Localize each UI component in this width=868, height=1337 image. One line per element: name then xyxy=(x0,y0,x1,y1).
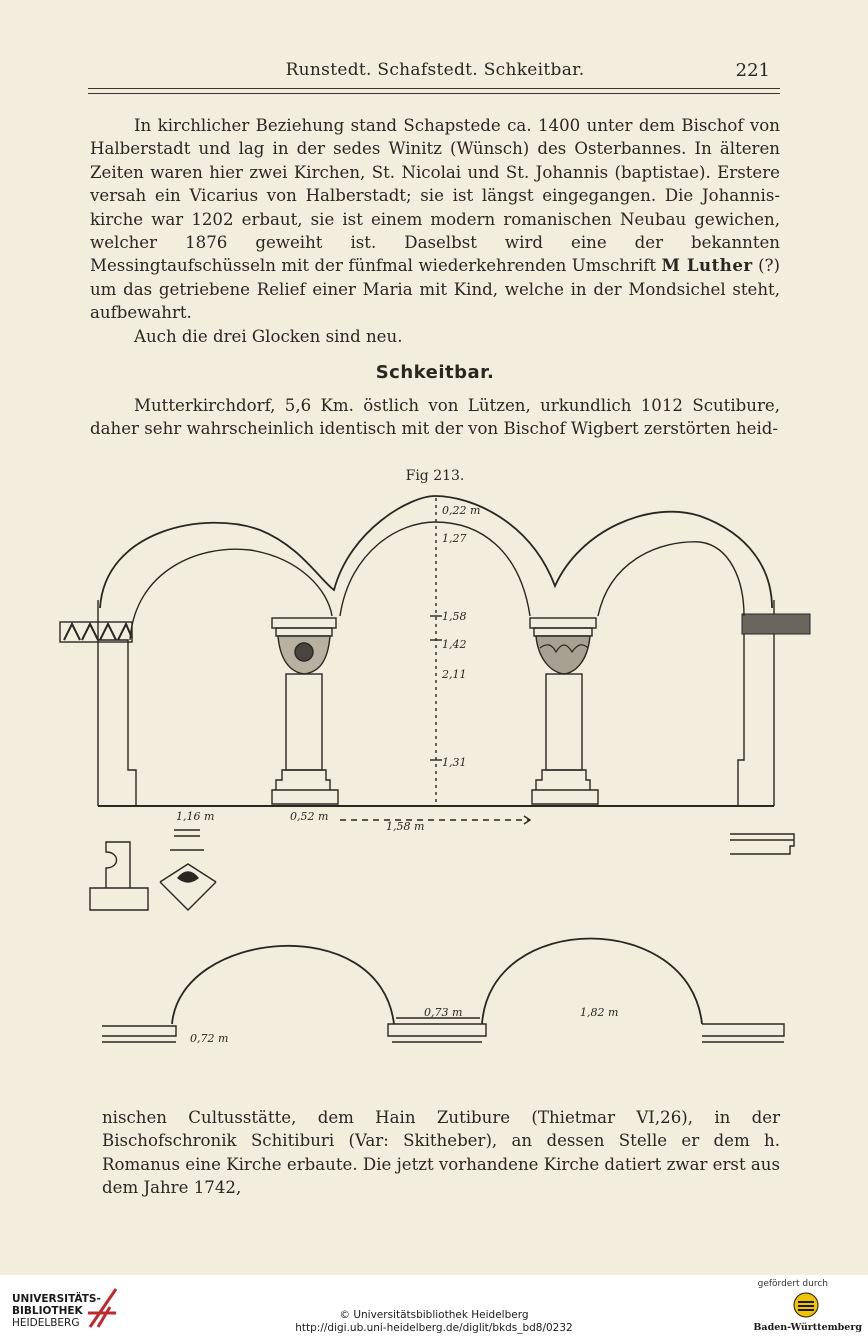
library-name-line2: BIBLIOTHEK xyxy=(12,1305,83,1317)
right-column-shaft xyxy=(546,674,582,770)
library-name-line3: HEIDELBERG xyxy=(12,1317,80,1329)
architectural-figure xyxy=(50,490,820,1090)
dim-base-height: 1,31 xyxy=(442,756,467,769)
right-column-impost xyxy=(534,628,592,636)
sponsor-label: gefördert durch xyxy=(757,1279,828,1289)
sponsor-name: Baden-Württemberg xyxy=(753,1322,862,1333)
copyright-text: © Universitätsbibliothek Heidelberg xyxy=(339,1309,529,1321)
dim-plan-span: 1,82 m xyxy=(580,1006,619,1019)
paragraph-1-text: In kirchlicher Beziehung stand Schapstede ca. 1400 unter dem Bischof von Halberstadt und lag in der sedes Winitz (Wünsch) des Osterbannes. In älteren Zeiten waren hier zwei Kirchen, St. Nicolai und St. Johannis (baptistae). Erstere versah ein Vicarius von Halberstadt; sie ist längst eingegangen. Die Johannis-kirche war 1202 erbaut, sie ist einem modern romanischen Neubau gewichen, welcher 1876 geweiht ist. Daselbst wird eine der bekannten Messingtaufschüsseln mit der fünfmal wiederkehrenden Umschrift xyxy=(90,116,780,276)
copyright-block xyxy=(0,1309,868,1335)
fraktur-inscription: M Luther xyxy=(661,255,753,276)
page-number: 221 xyxy=(735,60,770,81)
text-block-lower xyxy=(102,1106,780,1200)
plan-impost-right xyxy=(702,1024,784,1042)
plan-impost-left xyxy=(102,1026,176,1042)
figure-caption: Fig 213. xyxy=(405,468,465,484)
right-arch-inner xyxy=(598,542,744,616)
dim-center-top: 0,22 m xyxy=(442,504,481,517)
text-block-upper xyxy=(90,114,780,348)
dim-center-arch: 1,27 xyxy=(442,532,467,545)
left-column-impost xyxy=(276,628,332,636)
dim-plan-side: 0,72 m xyxy=(190,1032,229,1045)
plan-impost-center xyxy=(388,1024,486,1042)
left-base-moulding xyxy=(90,842,148,910)
paragraph-3: Mutterkirchdorf, 5,6 Km. östlich von Lützen, urkundlich 1012 Scutibure, daher sehr wahrscheinlich identisch mit der von Bischof Wigbert zerstörten heid- xyxy=(90,396,780,439)
paragraph-1 xyxy=(90,114,780,325)
right-column-base xyxy=(532,770,598,804)
section-heading: Schkeitbar. xyxy=(375,362,495,383)
paragraph-4: nischen Cultusstätte, dem Hain Zutibure (Thietmar VI,26), in der Bischofschronik Schitiburi (Var: Skitheber), an dessen Stelle er dem h. Romanus eine Kirche erbaute. Die jetzt vorhandene Kirche datiert zwar erst aus dem Jahre 1742, xyxy=(102,1108,780,1198)
paragraph-2: Auch die drei Glocken sind neu. xyxy=(134,326,403,346)
left-capital-mask xyxy=(295,643,313,661)
plan-arch-left xyxy=(172,946,394,1024)
left-column-shaft xyxy=(286,674,322,770)
running-title: Runstedt. Schafstedt. Schkeitbar. xyxy=(285,60,585,80)
right-column-capital xyxy=(536,636,590,674)
arcade-drawing xyxy=(50,490,820,1090)
right-column-abacus xyxy=(530,618,596,628)
left-column-abacus xyxy=(272,618,336,628)
text-block-middle xyxy=(90,394,780,441)
dim-left-span: 1,16 m xyxy=(176,810,215,823)
dim-shaft-low: 2,11 xyxy=(442,668,467,681)
center-arch-inner xyxy=(340,522,530,616)
dim-shaft-mid: 1,42 xyxy=(442,638,467,651)
leaf-detail xyxy=(178,872,198,882)
dim-shaft-upper: 1,58 xyxy=(442,610,467,623)
dim-plan-pier: 0,73 m xyxy=(424,1006,463,1019)
capital-profile xyxy=(160,864,216,910)
dim-column-width: 0,52 m xyxy=(290,810,329,823)
left-column-base xyxy=(272,770,338,804)
left-arch-inner xyxy=(130,549,332,640)
header-rule xyxy=(88,88,780,94)
source-url[interactable]: http://digi.ub.uni-heidelberg.de/diglit/bkds_bd8/0232 xyxy=(295,1322,573,1334)
paragraph-1-tail: (?) um das getriebene Relief einer Maria mit Kind, welche in der Mondsichel steht, aufbewahrt. xyxy=(90,256,780,323)
dim-bay-width: 1,58 m xyxy=(386,820,425,833)
right-cornice-moulding xyxy=(730,834,794,854)
coat-of-arms-icon xyxy=(792,1291,820,1319)
digitization-footer xyxy=(0,1275,868,1337)
running-head xyxy=(90,60,780,86)
library-name-line1: UNIVERSITÄTS- xyxy=(12,1293,101,1305)
right-checker-band xyxy=(742,614,810,634)
